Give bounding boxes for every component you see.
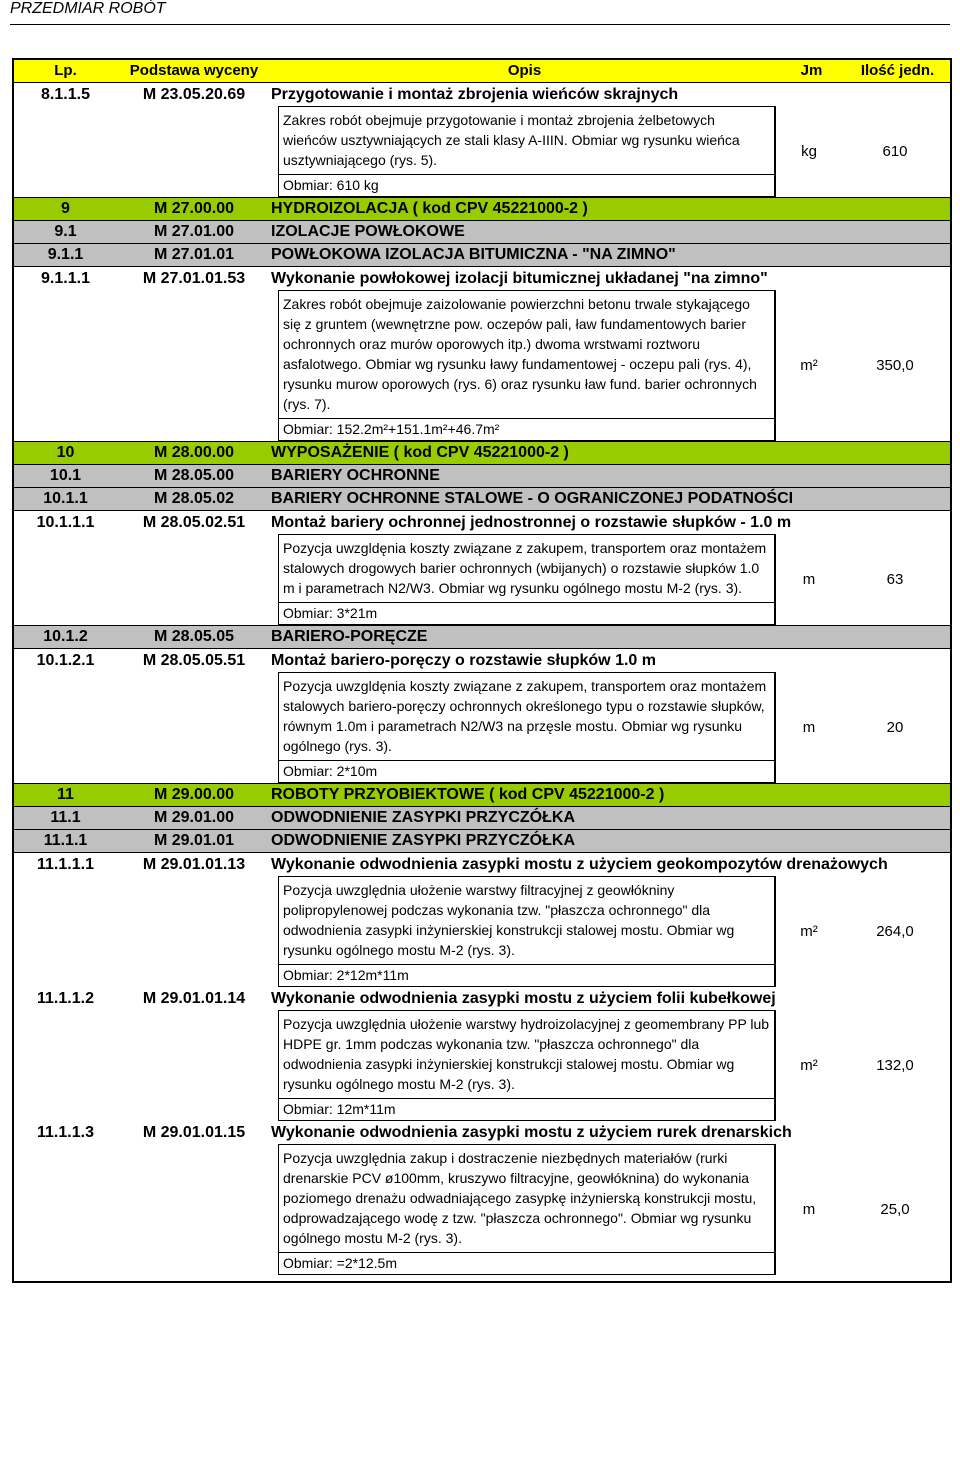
item-unit: m²: [800, 1056, 818, 1074]
item-row: [13, 649, 951, 673]
item-description-box: [278, 1144, 776, 1275]
bill-of-quantities-table: [12, 58, 952, 1283]
section-title: ODWODNIENIE ZASYPKI PRZYCZÓŁKA: [271, 830, 951, 853]
section-title: IZOLACJE POWŁOKOWE: [271, 221, 951, 244]
item-description: Pozycja uwzględnia zakup i dostraczenie niezbędnych materiałów (rurki drenarskie PCV ø100mm, kruszywo filtracyjne, geowłóknina) do wykonania poziomego drenażu odwadniającego zasypkę inżynierską konstrukcji mostu, odprowadzającego wodę z tzw. "płaszcza ochronnego". Obmiar wg rysunku ogólnego mostu M-2 (rys. 3).: [283, 1150, 757, 1246]
header-lp: Lp.: [13, 59, 117, 83]
item-description-box: [278, 290, 776, 441]
item-base: M 29.01.01.14: [142, 990, 246, 1007]
item-measurement: Obmiar: 3*21m: [279, 602, 774, 624]
item-base: M 29.01.01.13: [142, 856, 246, 873]
item-base: M 27.01.01.53: [142, 270, 246, 287]
section-base: M 28.05.00: [117, 465, 271, 488]
item-row: [13, 83, 951, 107]
item-title: Wykonanie odwodnienia zasypki mostu z użyciem rurek drenarskich: [271, 1124, 792, 1141]
item-row: [13, 1121, 951, 1144]
item-qty: 63: [886, 570, 904, 588]
section-base: M 29.01.01: [117, 830, 271, 853]
item-lp: 8.1.1.5: [41, 86, 90, 103]
item-description: Pozycja uwzgldęnia koszty związane z zakupem, transportem oraz montażem stalowych bariero-poręczy ochronnych określonego typu o rozstawie słupków, równym 1.0m i parametrach N2/W3 na przęsle mostu. Obmiar wg rysunku ogólnego (rys. 3).: [283, 678, 767, 754]
item-description: Zakres robót obejmuje przygotowanie i montaż zbrojenia żelbetowych wieńców usztywniających ze stali klasy A-IIIN. Obmiar wg rysunku wieńca usztywniającego (rys. 5).: [283, 112, 740, 168]
item-description-box: [278, 1010, 776, 1121]
item-detail: [13, 534, 951, 626]
section-base: M 28.00.00: [117, 442, 271, 465]
section-lp: 9: [13, 198, 117, 221]
section-base: M 29.00.00: [117, 784, 271, 807]
section-title: HYDROIZOLACJA ( kod CPV 45221000-2 ): [271, 198, 951, 221]
item-description-box: [278, 876, 776, 987]
section-lp: 11.1.1: [13, 830, 117, 853]
item-measurement: Obmiar: 610 kg: [279, 174, 774, 196]
item-qty: 132,0: [876, 1056, 914, 1074]
item-description-box: [278, 534, 776, 625]
section-title: ROBOTY PRZYOBIEKTOWE ( kod CPV 45221000-2 ): [271, 784, 951, 807]
header-base: Podstawa wyceny: [117, 59, 271, 83]
item-base: M 28.05.02.51: [142, 514, 246, 531]
subsection-row: [13, 830, 951, 853]
section-title: POWŁOKOWA IZOLACJA BITUMICZNA - "NA ZIMNO": [271, 244, 951, 267]
section-title: WYPOSAŻENIE ( kod CPV 45221000-2 ): [271, 442, 951, 465]
section-title: BARIERY OCHRONNE STALOWE - O OGRANICZONEJ PODATNOŚCI: [271, 488, 951, 511]
item-detail: [13, 1144, 951, 1282]
item-lp: 11.1.1.3: [37, 1124, 94, 1141]
header-qty: Ilość jedn.: [845, 59, 951, 83]
item-measurement: Obmiar: 12m*11m: [279, 1098, 774, 1120]
section-base: M 27.01.00: [117, 221, 271, 244]
section-title: ODWODNIENIE ZASYPKI PRZYCZÓŁKA: [271, 807, 951, 830]
item-unit: m²: [800, 356, 818, 374]
item-row: [13, 511, 951, 535]
item-description: Zakres robót obejmuje zaizolowanie powierzchni betonu trwale stykającego się z gruntem (wewnętrzne pow. oczepów pali, ław fundamentowych barier ochronnych oraz murów oporowych itp.) dwoma wrstwami roztworu asfalotwego. Obmiar wg rysunku ławy fundamentowej - oczepu pali (rys. 4), rysunku murow oporowych (rys. 6) oraz rysunku ław fund. barier ochronnych (rys. 7).: [283, 296, 757, 412]
item-unit: m²: [800, 922, 818, 940]
item-row: [13, 853, 951, 877]
section-row: [13, 784, 951, 807]
item-base: M 28.05.05.51: [142, 652, 246, 669]
item-unit: m: [802, 570, 816, 588]
subsection-row: [13, 244, 951, 267]
item-base: M 29.01.01.15: [142, 1124, 246, 1141]
item-base: M 23.05.20.69: [142, 86, 246, 103]
item-lp: 11.1.1.1: [37, 856, 94, 873]
section-row: [13, 442, 951, 465]
subsection-row: [13, 807, 951, 830]
item-unit: m: [802, 718, 816, 736]
section-row: [13, 198, 951, 221]
item-measurement: Obmiar: 152.2m²+151.1m²+46.7m²: [279, 418, 774, 440]
item-title: Wykonanie odwodnienia zasypki mostu z użyciem geokompozytów drenażowych: [271, 856, 888, 873]
section-lp: 10: [13, 442, 117, 465]
section-lp: 9.1: [13, 221, 117, 244]
header-unit: Jm: [778, 59, 845, 83]
item-detail: [13, 106, 951, 198]
item-title: Przygotowanie i montaż zbrojenia wieńców skrajnych: [271, 86, 679, 103]
subsection-row: [13, 626, 951, 649]
item-description: Pozycja uwzględnia ułożenie warstwy hydroizolacyjnej z geomembrany PP lub HDPE gr. 1mm podczas wykonania tzw. "płaszcza ochronnego" dla odwodnienia zasypki inżynierskiej konstrukcji stalowej mostu. Obmiar wg rysunku ogólnego mostu M-2 (rys. 3).: [283, 1016, 770, 1092]
table-header: [13, 59, 951, 83]
item-lp: 10.1.2.1: [36, 652, 95, 669]
item-detail: [13, 1010, 951, 1121]
subsection-row: [13, 221, 951, 244]
item-description: Pozycja uwzgldęnia koszty związane z zakupem, transportem oraz montażem stalowych drogowych barier ochronnych (wbijanych) o rozstawie słupków 1.0 m i parametrach N2/W3. Obmiar wg rysunku ogólnego mostu M-2 (rys. 3).: [283, 540, 767, 596]
section-lp: 11.1: [13, 807, 117, 830]
item-unit: m: [802, 1200, 816, 1218]
item-detail: [13, 876, 951, 987]
subsection-row: [13, 488, 951, 511]
item-qty: 25,0: [880, 1200, 910, 1218]
item-lp: 9.1.1.1: [41, 270, 90, 287]
item-qty: 610: [882, 142, 908, 160]
item-measurement: Obmiar: 2*12m*11m: [279, 964, 774, 986]
item-measurement: Obmiar: =2*12.5m: [279, 1252, 774, 1274]
item-title: Wykonanie powłokowej izolacji bitumicznej układanej "na zimno": [271, 270, 768, 287]
section-base: M 28.05.05: [117, 626, 271, 649]
item-lp: 10.1.1.1: [36, 514, 95, 531]
item-qty: 350,0: [876, 356, 914, 374]
page-title: PRZEDMIAR ROBÓT: [10, 0, 166, 17]
item-row: [13, 987, 951, 1010]
header-desc: Opis: [271, 59, 778, 83]
item-lp: 11.1.1.2: [37, 990, 94, 1007]
section-base: M 28.05.02: [117, 488, 271, 511]
item-detail: [13, 290, 951, 442]
item-qty: 20: [886, 718, 904, 736]
section-lp: 9.1.1: [13, 244, 117, 267]
section-lp: 10.1: [13, 465, 117, 488]
divider: [10, 24, 950, 25]
item-measurement: Obmiar: 2*10m: [279, 760, 774, 782]
subsection-row: [13, 465, 951, 488]
section-base: M 27.01.01: [117, 244, 271, 267]
item-title: Montaż bariero-poręczy o rozstawie słupków 1.0 m: [271, 652, 656, 669]
item-description: Pozycja uwzględnia ułożenie warstwy filtracyjnej z geowłókniny polipropylenowej podczas wykonania tzw. "płaszcza ochronnego" dla odwodnienia zasypki inżynierskiej konstrukcji stalowej mostu. Obmiar wg rysunku ogólnego mostu M-2 (rys. 3).: [283, 882, 735, 958]
section-base: M 27.00.00: [117, 198, 271, 221]
item-title: Montaż bariery ochronnej jednostronnej o rozstawie słupków - 1.0 m: [271, 514, 792, 531]
section-lp: 10.1.1: [13, 488, 117, 511]
section-title: BARIERY OCHRONNE: [271, 465, 951, 488]
item-unit: kg: [801, 142, 817, 160]
section-lp: 10.1.2: [13, 626, 117, 649]
section-base: M 29.01.00: [117, 807, 271, 830]
item-qty: 264,0: [876, 922, 914, 940]
item-description-box: [278, 672, 776, 783]
item-detail: [13, 672, 951, 784]
item-title: Wykonanie odwodnienia zasypki mostu z użyciem folii kubełkowej: [271, 990, 776, 1007]
item-description-box: [278, 106, 776, 197]
section-lp: 11: [13, 784, 117, 807]
item-row: [13, 267, 951, 291]
section-title: BARIERO-PORĘCZE: [271, 626, 951, 649]
